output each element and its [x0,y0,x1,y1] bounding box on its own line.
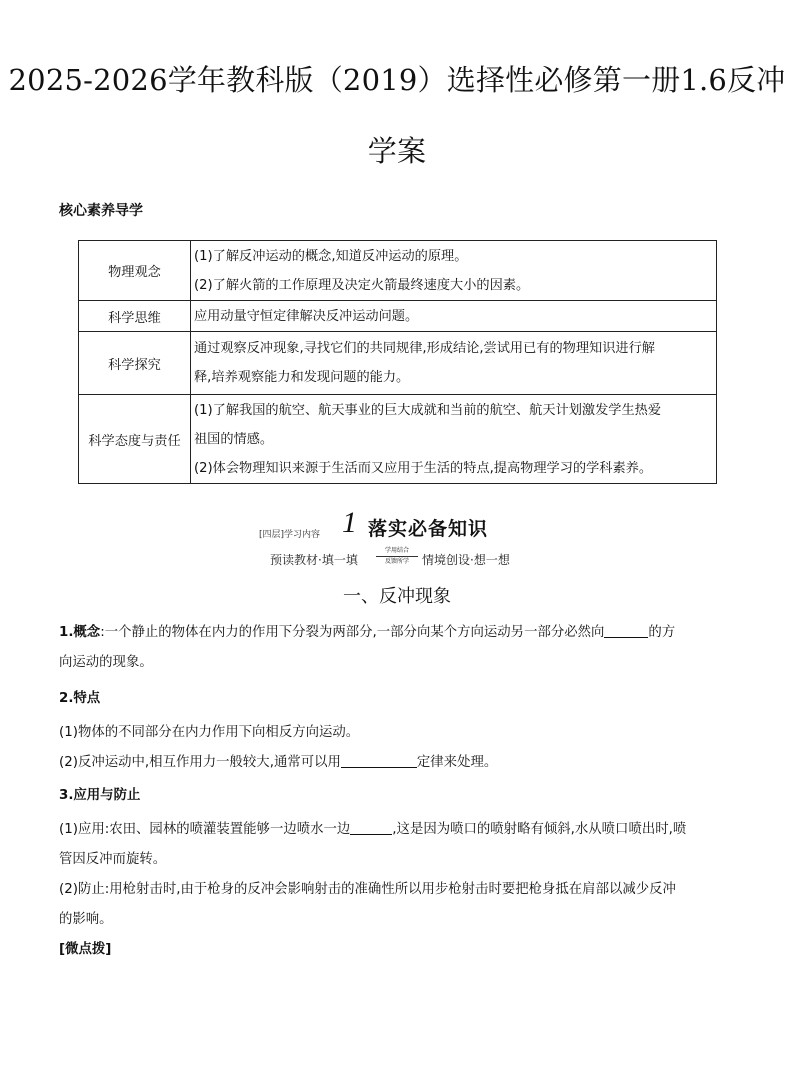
banner-subtitle-right: 情境创设·想一想 [422,553,510,567]
fill-blank[interactable] [350,820,392,835]
table-line: 祖国的情感。 [194,431,274,447]
application-line-1: (1)应用:农田、园林的喷灌装置能够一边喷水一边 [59,822,351,837]
table-cell-description [191,301,717,332]
table-row [79,241,717,301]
banner-arrow-bottom: 反馈所学 [384,558,409,565]
feature-line-2: (2)反冲运动中,相互作用力一般较大,通常可以用 [59,755,341,770]
section-banner [250,508,550,568]
table-cell-category: 科学态度与责任 [79,395,191,484]
tip-heading [59,935,749,965]
table-line: (2)了解火箭的工作原理及决定火箭最终速度大小的因素。 [194,277,530,293]
table-row [79,332,717,395]
table-line: (1)了解我国的航空、航天事业的巨大成就和当前的航空、航天计划激发学生热爱 [194,402,662,418]
document-title: 2025-2026学年教科版（2019）选择性必修第一册1.6反冲 [8,63,786,97]
paragraph-features-label [59,684,749,714]
table-cell-description [191,241,717,301]
table-line: (2)体会物理知识来源于生活而又应用于生活的特点,提高物理学习的学科素养。 [194,460,653,476]
table-row [79,395,717,484]
paragraph-application-label [59,781,749,811]
concept-text-continued: 向运动的现象。 [59,655,153,670]
application-label: 3.应用与防止 [59,788,141,803]
application-line-1-end: ,这是因为喷口的喷射略有倾斜,水从喷口喷出时,喷 [392,822,687,837]
section-heading-core: 核心素养导学 [59,203,143,219]
heading-recoil-phenomenon: 一、反冲现象 [343,586,451,607]
fill-blank[interactable] [604,623,648,638]
paragraph-features [59,718,749,778]
paragraph-concept [59,618,749,678]
banner-subtitle-left: 预读教材·填一填 [270,553,358,567]
literacy-table [78,240,717,484]
table-cell-category: 物理观念 [79,241,191,301]
table-line: (1)了解反冲运动的概念,知道反冲运动的原理。 [194,248,468,264]
table-row [79,301,717,332]
table-cell-category: 科学思维 [79,301,191,332]
banner-arrow-top: 学用结合 [384,547,409,554]
table-cell-category: 科学探究 [79,332,191,395]
concept-label: 1.概念 [59,625,101,640]
table-cell-description [191,395,717,484]
tip-label: [微点拨] [59,942,112,957]
table-line: 通过观察反冲现象,寻找它们的共同规律,形成结论,尝试用已有的物理知识进行解 [194,341,655,356]
document-title-continued: 学案 [367,134,427,168]
banner-title: 落实必备知识 [368,518,489,540]
concept-text-end: 的方 [648,625,676,640]
table-cell-description [191,332,717,395]
banner-layer-label: [四层]学习内容 [259,530,321,540]
feature-line-1: (1)物体的不同部分在内力作用下向相反方向运动。 [59,725,360,740]
table-line: 应用动量守恒定律解决反冲运动问题。 [194,308,419,324]
table-line: 释,培养观察能力和发现问题的能力。 [194,370,410,385]
paragraph-application [59,815,749,935]
concept-text: :一个静止的物体在内力的作用下分裂为两部分,一部分向某个方向运动另一部分必然向 [100,625,605,640]
application-line-1-continued: 管因反冲而旋转。 [59,852,167,867]
features-label: 2.特点 [59,691,101,706]
feature-line-2-end: 定律来处理。 [416,755,498,770]
fill-blank[interactable] [341,753,417,768]
banner-arrow-line [376,556,418,557]
prevention-line: (2)防止:用枪射击时,由于枪身的反冲会影响射击的准确性所以用步枪射击时要把枪身抵在肩部以减少反冲 [59,882,676,897]
banner-number: 1 [342,506,357,539]
banner-arrow-label [376,547,418,566]
prevention-line-continued: 的影响。 [59,912,113,927]
